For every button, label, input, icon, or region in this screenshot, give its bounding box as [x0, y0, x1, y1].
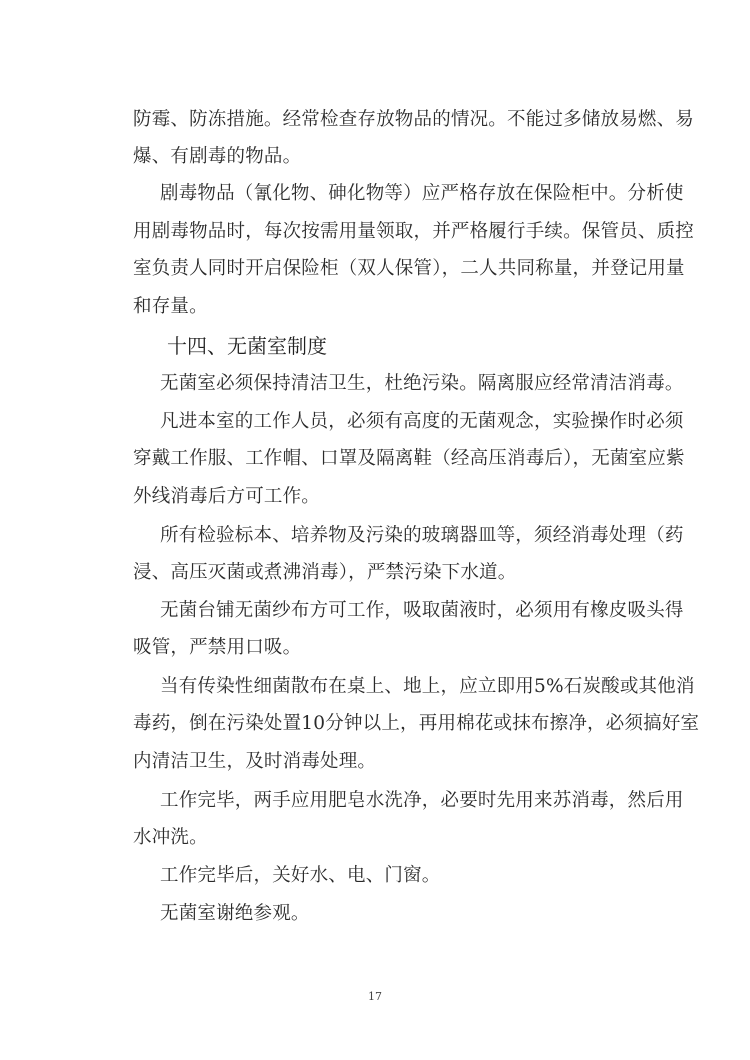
page-number: 17 [368, 990, 382, 1003]
section-line: 凡进本室的工作人员，必须有高度的无菌观念，实验操作时必须 [160, 411, 684, 432]
section-line: 外线消毒后方可工作。 [133, 486, 321, 507]
section-line: 所有检验标本、培养物及污染的玻璃器皿等，须经消毒处理（药 [160, 525, 684, 546]
section-line: 无菌台铺无菌纱布方可工作，吸取菌液时，必须用有橡皮吸头得 [160, 600, 684, 621]
previous-section-line: 防霉、防冻措施。经常检查存放物品的情况。不能过多储放易燃、易 [133, 109, 695, 130]
section-line: 浸、高压灭菌或煮沸消毒），严禁污染下水道。 [133, 562, 517, 583]
section-line: 内清洁卫生，及时消毒处理。 [133, 751, 377, 772]
section-line: 穿戴工作服、工作帽、口罩及隔离鞋（经高压消毒后），无菌室应紫 [133, 448, 685, 469]
previous-section-line: 剧毒物品（氰化物、砷化物等）应严格存放在保险柜中。分析使 [160, 183, 684, 204]
section-line: 水冲洗。 [133, 827, 208, 848]
section-line: 无菌室必须保持清洁卫生，杜绝污染。隔离服应经常清洁消毒。 [160, 373, 684, 394]
section-heading: 十四、无菌室制度 [167, 334, 327, 358]
previous-section-line: 用剧毒物品时，每次按需用量领取，并严格履行手续。保管员、质控 [133, 221, 695, 242]
previous-section-line: 爆、有剧毒的物品。 [133, 146, 302, 167]
section-line: 工作完毕，两手应用肥皂水洗净，必要时先用来苏消毒，然后用 [160, 790, 684, 811]
section-line: 吸管，严禁用口吸。 [133, 637, 302, 658]
section-line: 工作完毕后，关好水、电、门窗。 [160, 865, 441, 886]
section-line: 无菌室谢绝参观。 [160, 903, 310, 924]
section-line: 当有传染性细菌散布在桌上、地上，应立即用5%石炭酸或其他消 [160, 676, 695, 697]
previous-section-line: 和存量。 [133, 296, 208, 317]
previous-section-line: 室负责人同时开启保险柜（双人保管），二人共同称量，并登记用量 [133, 258, 685, 279]
section-line: 毒药，倒在污染处置10分钟以上，再用棉花或抹布擦净，必须搞好室 [133, 713, 700, 734]
